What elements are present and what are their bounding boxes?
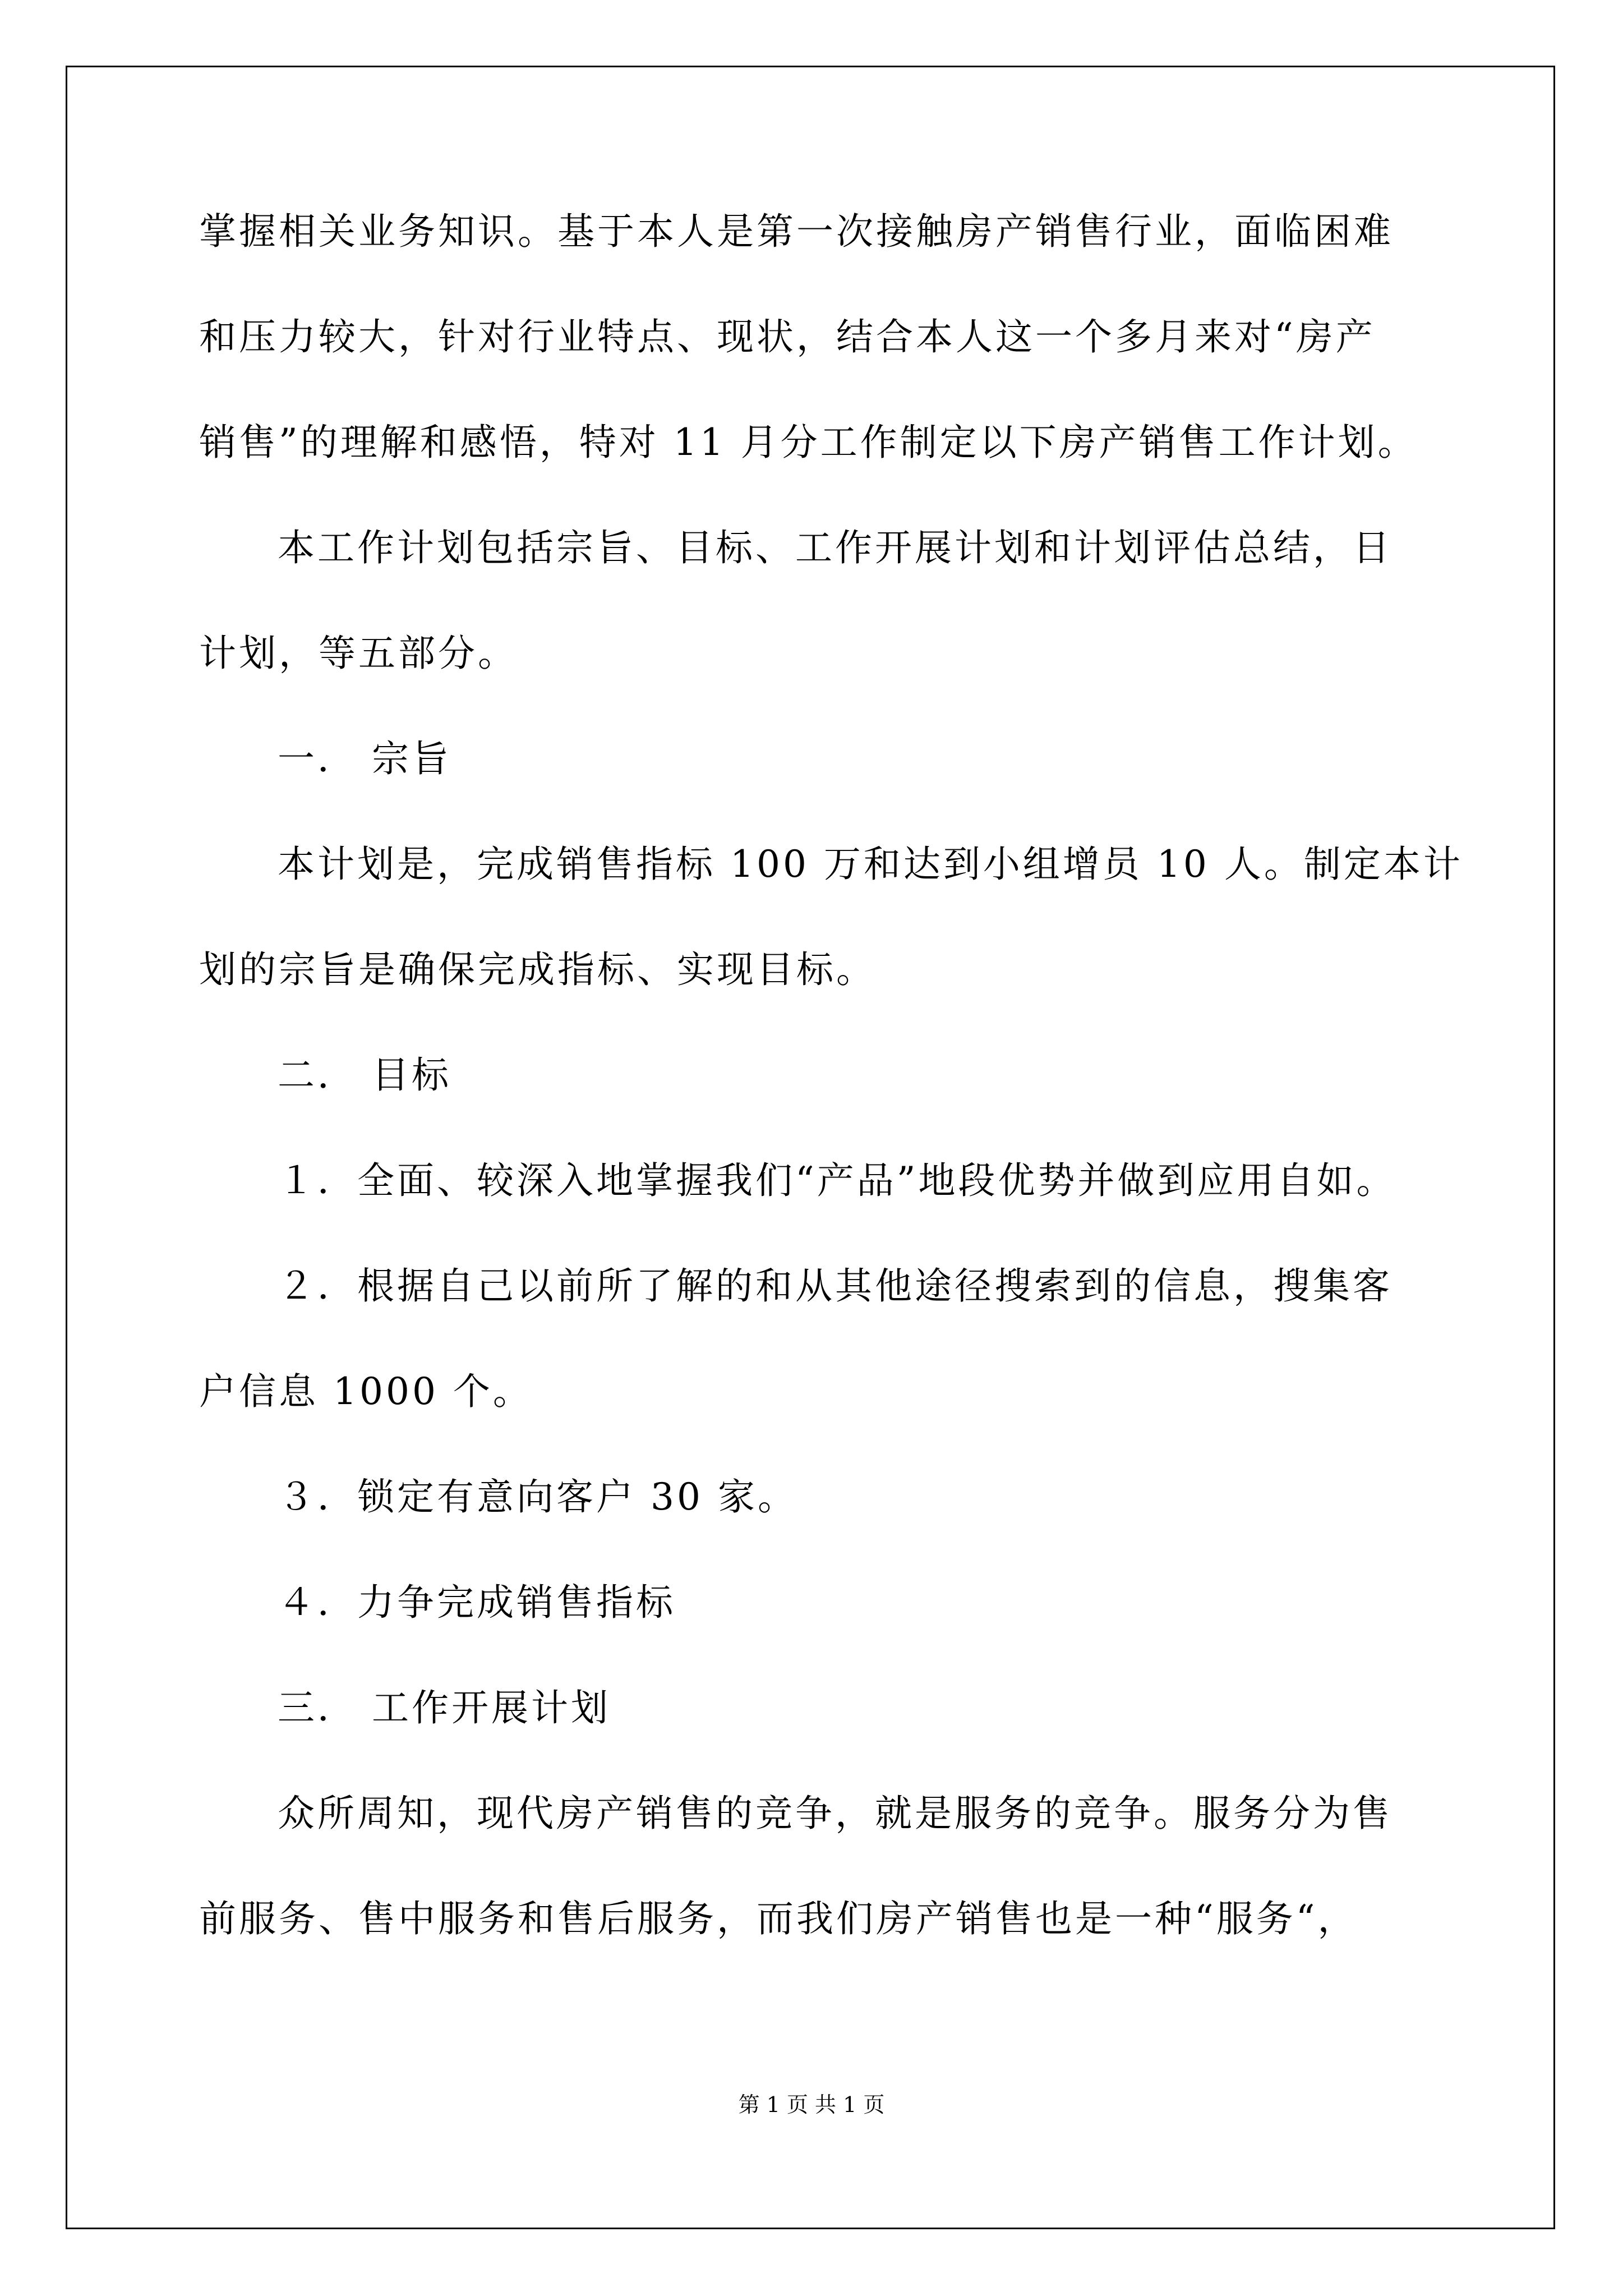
text-line: 本计划是，完成销售指标 100 万和达到小组增员 10 人。制定本计: [278, 843, 1463, 886]
text-line: 本工作计划包括宗旨、目标、工作开展计划和计划评估总结，日: [278, 526, 1393, 569]
text-line: 众所周知，现代房产销售的竞争，就是服务的竞争。服务分为售: [278, 1792, 1393, 1835]
text-line: 户信息 1000 个。: [199, 1370, 533, 1413]
text-line: 前服务、售中服务和售后服务，而我们房产销售也是一种“服务“，: [199, 1897, 1358, 1940]
section-heading: 一． 宗旨: [278, 737, 451, 780]
text-line: 掌握相关业务知识。基于本人是第一次接触房产销售行业，面临困难: [199, 210, 1394, 253]
section-heading: 三． 工作开展计划: [278, 1686, 611, 1729]
list-item: ３．锁定有意向客户 30 家。: [278, 1475, 797, 1519]
list-item: ２．根据自己以前所了解的和从其他途径搜索到的信息，搜集客: [278, 1264, 1393, 1308]
text-line: 划的宗旨是确保完成指标、实现目标。: [199, 948, 876, 991]
text-line: 销售”的理解和感悟，特对 11 月分工作制定以下房产销售工作计划。: [199, 421, 1418, 464]
section-heading: 二． 目标: [278, 1053, 451, 1097]
list-item: １．全面、较深入地掌握我们“产品”地段优势并做到应用自如。: [278, 1159, 1396, 1202]
list-item: ４．力争完成销售指标: [278, 1581, 676, 1624]
text-line: 计划，等五部分。: [199, 632, 518, 675]
text-line: 和压力较大，针对行业特点、现状，结合本人这一个多月来对“房产: [199, 315, 1376, 358]
page-footer: 第 1 页 共 1 页: [738, 2092, 885, 2117]
document-body: [199, 210, 1463, 2006]
